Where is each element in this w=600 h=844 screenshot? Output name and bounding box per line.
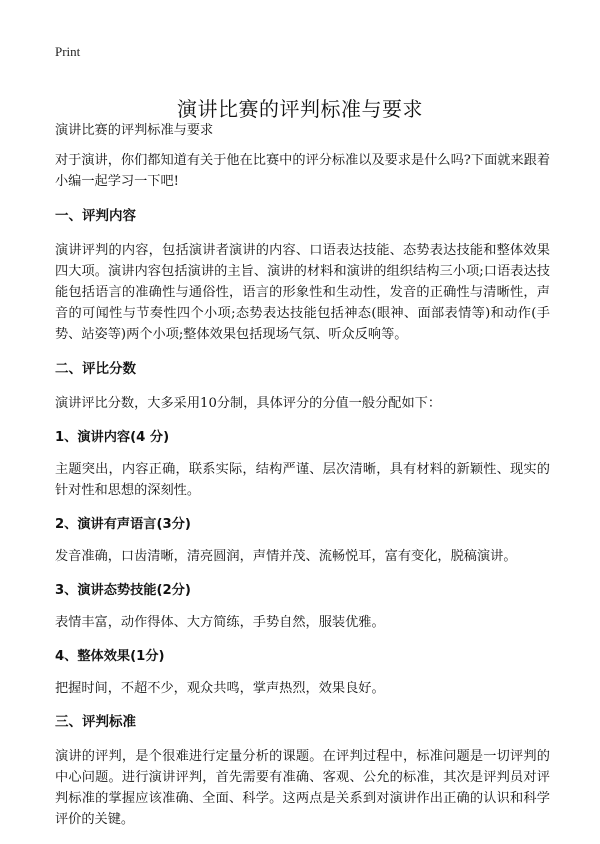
section-heading-content: 一、评判内容	[55, 208, 136, 224]
document-subtitle: 演讲比赛的评判标准与要求	[55, 123, 214, 138]
print-label: Print	[55, 44, 81, 59]
section-body-content: 演讲评判的内容，包括演讲者演讲的内容、口语表达技能、态势表达技能和整体效果四大项。演讲内容包括演讲的主旨、演讲的材料和演讲的组织结构三小项;口语表达技能包括语言的准确性与通俗性，语言的形象性和生动性，发音的正确性与清晰性，声音的可闻性与节奏性四个小项;态势表达技能包括神态(眼神、面部表情等)和动作(手势、站姿等)两个小项;整体效果包括现场气氛、听众反响等。	[55, 243, 550, 342]
section-heading-standards: 三、评判标准	[55, 714, 136, 730]
score-item-heading: 3、演讲态势技能(2分)	[55, 583, 191, 598]
score-item-heading: 4、整体效果(1分)	[55, 649, 165, 664]
section-heading-scores: 二、评比分数	[55, 361, 136, 377]
document-body	[55, 120, 550, 844]
score-item-heading: 2、演讲有声语言(3分)	[55, 517, 191, 532]
score-item-body: 表情丰富，动作得体、大方简练，手势自然，服装优雅。	[55, 615, 385, 630]
section-body-standards: 演讲的评判，是个很难进行定量分析的课题。在评判过程中，标准问题是一切评判的中心问题。进行演讲评判，首先需要有准确、客观、公允的标准，其次是评判员对评判标准的掌握应该准确、全面、科学。这两点是关系到对演讲作出正确的认识和科学评价的关键。	[55, 749, 550, 827]
score-item-body: 发音准确，口齿清晰，清亮圆润，声情并茂、流畅悦耳，富有变化，脱稿演讲。	[55, 549, 517, 564]
score-item-heading: 1、演讲内容(4 分)	[55, 430, 170, 445]
document-title: 演讲比赛的评判标准与要求	[177, 97, 423, 122]
intro-paragraph: 对于演讲，你们都知道有关于他在比赛中的评分标准以及要求是什么吗?下面就来跟着小编一起学习一下吧!	[55, 153, 551, 189]
score-item-body: 主题突出，内容正确，联系实际，结构严谨、层次清晰，具有材料的新颖性、现实的针对性和思想的深刻性。	[55, 462, 550, 498]
section-body-scores: 演讲评比分数，大多采用10分制，具体评分的分值一般分配如下：	[55, 396, 442, 411]
score-item-body: 把握时间，不超不少，观众共鸣，掌声热烈，效果良好。	[55, 681, 385, 696]
